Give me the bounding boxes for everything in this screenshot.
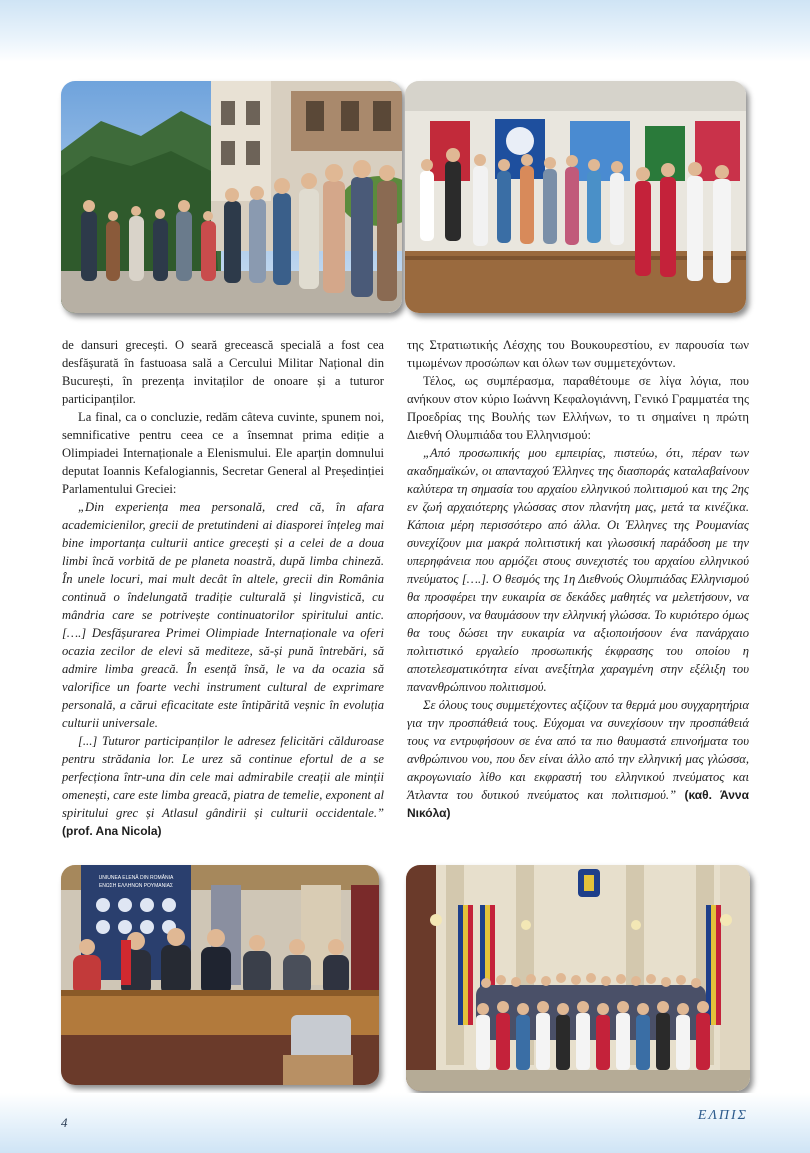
paragraph-conclusion: La final, ca o concluzie, redăm câteva cuvinte, spunem noi, semnificative pentru ceea ce a însemnat prima ediție a Olimpiadei Internaționale a Elenismului. Ele aparțin domnului deputat Ioannis Kefalogiannis, Secretar General al Președinției Parlamentului Greciei: [62, 410, 384, 496]
quote-greek-part2-text: Σε όλους τους συμμετέχοντες αξίζουν τα θερμά μου συγχαρητήρια για την προσπάθειά τους. Εύχομαι να συνεχίσουν την προσπάθειά τους να εντρυφήσουν σε ένα από τα πιο θαυμαστά επινοήματα του ανθρώπινου νου, που δεν είναι άλλο από την ελληνική μας γλώσσα, ακρογωνιαίο λίθο και εκφραστή του ελληνικού πνεύματος και Άτλαντα του δυτικού πνεύματος και πολιτισμού.” [407, 698, 749, 802]
photo-conference-image [61, 865, 379, 1085]
paragraph-greek-evening: de dansuri grecești. O seară grecească specială a fost cea desfășurată în fastuoasa sală a Cercului Militar Național din București, în prezența invitaților de onoare și a tuturor participanților. [62, 338, 384, 406]
quote-greek-part2 [407, 696, 749, 822]
photo-group-palace [406, 865, 750, 1091]
author-signature-greek: (καθ. Άννα Νικόλα) [407, 788, 749, 820]
author-signature: (prof. Ana Nicola) [62, 824, 162, 838]
photo-group-image [406, 865, 750, 1091]
top-gradient-band [0, 0, 810, 62]
paragraph-conclusion-greek: Τέλος, ως συμπέρασμα, παραθέτουμε σε λίγα λόγια, που ανήκουν στον κύριο Ιωάννη Κεφαλογιάννη, Γενικό Γραμματέα της Προεδρίας της Βουλής των Ελλήνων, το τι σημαίνει η πρώτη Διεθνή Ολυμπιάδα του Ελληνισμού: [407, 374, 749, 442]
banner-line1: UNIUNEA ELENĂ DIN ROMÂNIA [98, 875, 174, 881]
page-number: 4 [61, 1115, 68, 1130]
article-column-greek [407, 336, 749, 822]
photo-hall-dancers [405, 81, 746, 313]
paragraph-military-club: της Στρατιωτικής Λέσχης του Βουκουρεστίου, εν παρουσία των τιμωμένων προσώπων και όλων των συμμετεχόντων. [407, 338, 749, 370]
article-column-romanian [62, 336, 384, 840]
banner-line2: ΕΝΩΣΗ ΕΛΛΗΝΩΝ ΡΟΥΜΑΝΙΑΣ [98, 883, 174, 889]
photo-mountains-image [61, 81, 402, 313]
quote-greek-part1: „Από προσωπικής μου εμπειρίας, πιστεύω, ότι, πέραν των ακαδημαϊκών, οι απανταχού Έλληνες της διασποράς καταλαβαίνουν καλύτερα τη σημασία του αρχαίου ελληνικού πολιτισμού και της 2ης εν ζωή αρχαιότερης γλώσσας στον πλανήτη μας, μετά τα κινέζικα. Κάποια μέρη περισσότερο από άλλα. Οι Έλληνες της Ρουμανίας συνεχίζουν μια μακρά πολιτιστική και γλωσσική παράδοση με την υπερηφάνεια που αρμόζει στους συνεχιστές του αρχαίου ελληνικού πνεύματος [….]. Ο θεσμός της 1η Διεθνούς Ολυμπιάδας Ελληνισμού θα προσφέρει την ευκαιρία σε δεκάδες μαθητές να μελετήσουν, να απορήσουν, να θαυμάσουν την ελληνική γλώσσα. Το κυριότερο όμως θα τους δώσει την ευκαιρία να αξιοποιήσουν ένα πανάρχαιο πολιτιστικό εργαλείο προσωπικής έκφρασης του οποίου η αποτελεσματικότητα είναι ανεξίτηλα χαραγμένη στην εξέλιξη του πανανθρώπινου πολιτισμού. [407, 446, 749, 694]
photo-hall-image [405, 81, 746, 313]
quote-kefalogiannis-part1: „Din experiența mea personală, cred că, în afara academicienilor, grecii de pretutindeni ai diasporei înțeleg mai bine importanța culturii antice grecești și a celei de a doua limbi încă vorbită de pe planeta noastră, după limba chineză. În unele locuri, mai mult decât în altele, grecii din România continuă o îndelungată tradiție culturală și lingvistică, cu mândria care se potrivește continuatorilor spiritului antic. [….] Desfășurarea Primei Olimpiade Internaționale va oferi ocazia zecilor de elevi să mediteze, să-și pună întrebări, să admire limba greacă. În esență însă, le va da ocazia să valorifice un foarte vechi instrument cultural de exprimare personală, a cărui eficacitate este întipărită veșnic în evoluția culturii universale. [62, 500, 384, 730]
quote-kefalogiannis-part2 [62, 732, 384, 840]
magazine-title: ΕΛΠΙΣ [697, 1108, 748, 1123]
photo-students-mountain-palace [61, 81, 402, 313]
quote-kefalogiannis-part2-text: [...] Tuturor participanților le adresez felicitări călduroase pentru strădania lor. Le urez să continue efortul de a se perfecționa într-una din cele mai admirabile creații ale minții omenești, care este limba greacă, piatra de temelie, exponent al spiritului grec și Atlasul gândirii și culturii occidentale.” [62, 734, 384, 820]
photo-conference-table [61, 865, 379, 1085]
bottom-gradient-band [0, 1093, 810, 1153]
